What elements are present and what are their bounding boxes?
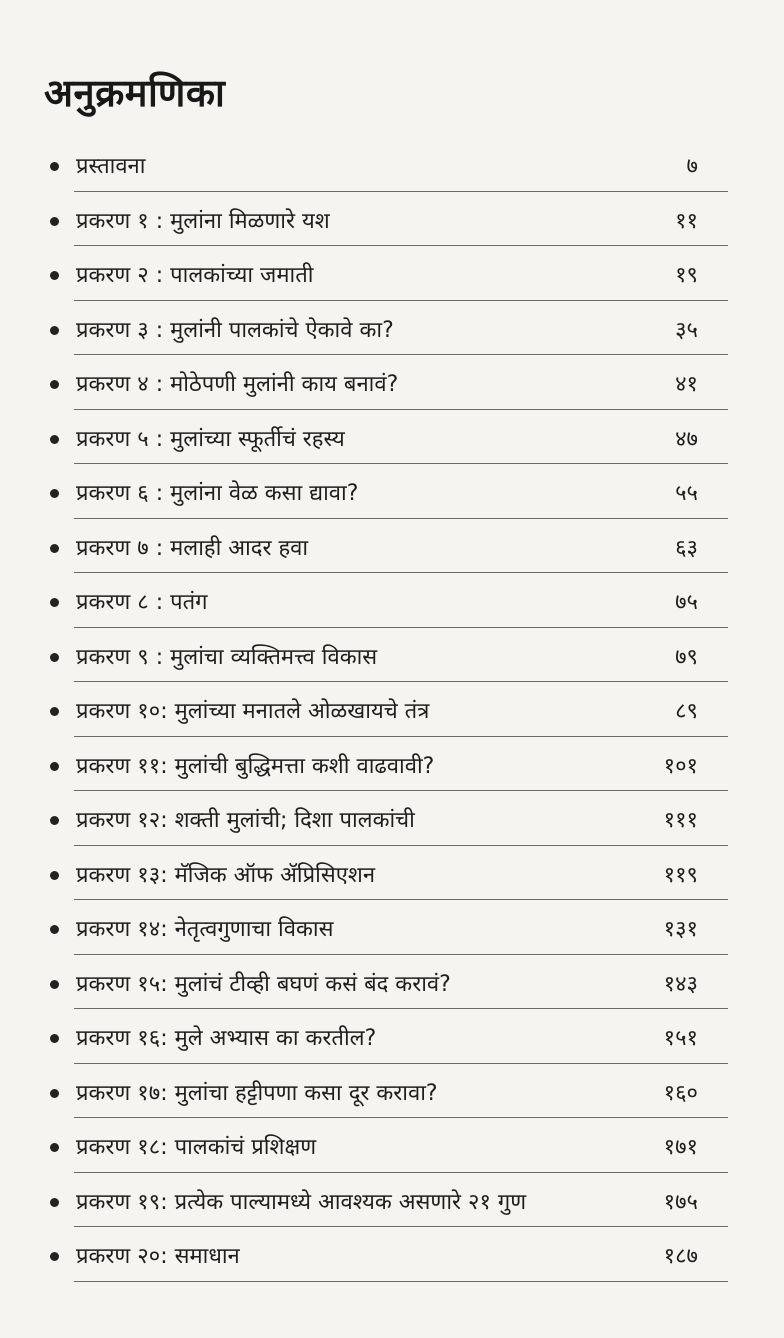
- toc-entry-title: प्रकरण ७ : मलाही आदर हवा: [76, 535, 309, 561]
- bullet-icon: [50, 489, 59, 498]
- bullet-icon: [50, 544, 59, 553]
- toc-entry-title: प्रकरण १८: पालकांचं प्रशिक्षण: [76, 1135, 317, 1160]
- divider: [74, 463, 728, 464]
- toc-entry-page-number: १३१: [663, 917, 698, 942]
- toc-entry-page-number: १११: [663, 808, 698, 833]
- divider: [74, 1172, 728, 1173]
- divider: [74, 1008, 728, 1009]
- toc-entry-title: प्रकरण ८ : पतंग: [76, 590, 208, 615]
- toc-entry-title: प्रकरण १६: मुले अभ्यास का करतील?: [76, 1026, 377, 1051]
- bullet-icon: [50, 326, 59, 335]
- toc-entry: [38, 903, 728, 958]
- toc-entry-title: प्रकरण १७: मुलांचा हट्टीपणा कसा दूर करावा?: [76, 1080, 438, 1106]
- bullet-icon: [50, 380, 59, 389]
- toc-entry-page-number: ६३: [675, 535, 698, 561]
- toc-entry: [38, 1230, 728, 1285]
- toc-entry-title: प्रकरण १५: मुलांचं टीव्ही बघणं कसं बंद करावं?: [76, 971, 451, 997]
- toc-entry-page-number: १०१: [663, 753, 698, 779]
- toc-entry-title: प्रकरण ४ : मोठेपणी मुलांनी काय बनावं?: [76, 372, 399, 397]
- toc-entry: [38, 195, 728, 250]
- divider: [74, 409, 728, 410]
- divider: [74, 245, 728, 246]
- toc-entry-title: प्रकरण १३: मॅजिक ऑफ ॲप्रिसिएशन: [76, 862, 376, 888]
- toc-entry-title: प्रकरण १ : मुलांना मिळणारे यश: [76, 208, 330, 234]
- bullet-icon: [50, 598, 59, 607]
- toc-entry: [38, 249, 728, 304]
- toc-entry: [38, 685, 728, 740]
- toc-entry-title: प्रकरण १९: प्रत्येक पाल्यामध्ये आवश्यक असणारे २१ गुण: [76, 1189, 527, 1215]
- divider: [74, 1063, 728, 1064]
- toc-entry: [38, 1012, 728, 1067]
- bullet-icon: [50, 1089, 59, 1098]
- bullet-icon: [50, 762, 59, 771]
- toc-entry: [38, 358, 728, 413]
- toc-entry-title: प्रकरण ६ : मुलांना वेळ कसा द्यावा?: [76, 481, 359, 506]
- page-title: अनुक्रमणिका: [44, 71, 226, 115]
- toc-entry-title: प्रकरण १४: नेतृत्वगुणाचा विकास: [76, 917, 334, 942]
- divider: [74, 1117, 728, 1118]
- bullet-icon: [50, 217, 59, 226]
- toc-entry-page-number: १४३: [663, 971, 698, 997]
- toc-entry: [38, 849, 728, 904]
- divider: [74, 300, 728, 301]
- divider: [74, 191, 728, 192]
- toc-entry-page-number: १७५: [663, 1189, 698, 1215]
- toc-entry-page-number: ३५: [675, 317, 698, 343]
- bullet-icon: [50, 271, 59, 280]
- toc-entry-title: प्रकरण ३ : मुलांनी पालकांचे ऐकावे का?: [76, 317, 394, 343]
- bullet-icon: [50, 1198, 59, 1207]
- bullet-icon: [50, 925, 59, 934]
- toc-entry-page-number: १६०: [663, 1080, 698, 1106]
- toc-entry-page-number: १७१: [663, 1135, 698, 1160]
- toc-entry-page-number: १८७: [663, 1244, 698, 1269]
- toc-entry-page-number: ७९: [675, 644, 698, 670]
- divider: [74, 1226, 728, 1227]
- toc-entry: [38, 576, 728, 631]
- toc-entry-title: प्रकरण ११: मुलांची बुद्धिमत्ता कशी वाढवावी?: [76, 753, 435, 779]
- toc-entry-page-number: ४७: [675, 426, 698, 452]
- toc-entry: [38, 140, 728, 195]
- divider: [74, 518, 728, 519]
- bullet-icon: [50, 816, 59, 825]
- toc-entry-page-number: ११: [675, 208, 698, 234]
- toc-entry-page-number: ५५: [675, 481, 698, 506]
- bullet-icon: [50, 1252, 59, 1261]
- toc-entry-page-number: ७५: [675, 590, 698, 615]
- bullet-icon: [50, 162, 59, 171]
- toc-entry-title: प्रकरण ९ : मुलांचा व्यक्तिमत्त्व विकास: [76, 644, 378, 670]
- toc-entry: [38, 794, 728, 849]
- divider: [74, 354, 728, 355]
- bullet-icon: [50, 1034, 59, 1043]
- toc-entry-page-number: १९: [675, 263, 698, 288]
- toc-entry: [38, 1176, 728, 1231]
- table-of-contents: [38, 140, 728, 1285]
- bullet-icon: [50, 707, 59, 716]
- divider: [74, 790, 728, 791]
- divider: [74, 627, 728, 628]
- toc-entry-title: प्रकरण १०: मुलांच्या मनातले ओळखायचे तंत्र: [76, 699, 430, 724]
- bullet-icon: [50, 435, 59, 444]
- toc-entry-title: प्रस्तावना: [76, 154, 146, 179]
- toc-entry-title: प्रकरण २०: समाधान: [76, 1244, 240, 1269]
- toc-entry: [38, 631, 728, 686]
- divider: [74, 1281, 728, 1282]
- toc-entry-title: प्रकरण ५ : मुलांच्या स्फूर्तीचं रहस्य: [76, 426, 345, 452]
- divider: [74, 736, 728, 737]
- divider: [74, 681, 728, 682]
- divider: [74, 954, 728, 955]
- bullet-icon: [50, 980, 59, 989]
- toc-entry-page-number: ७: [686, 154, 698, 179]
- toc-entry-page-number: १५१: [663, 1026, 698, 1051]
- divider: [74, 899, 728, 900]
- toc-entry: [38, 1121, 728, 1176]
- divider: [74, 572, 728, 573]
- toc-entry: [38, 467, 728, 522]
- toc-entry-title: प्रकरण २ : पालकांच्या जमाती: [76, 263, 314, 288]
- divider: [74, 845, 728, 846]
- bullet-icon: [50, 871, 59, 880]
- bullet-icon: [50, 653, 59, 662]
- toc-entry-page-number: ४१: [675, 372, 698, 397]
- toc-entry: [38, 522, 728, 577]
- toc-entry: [38, 413, 728, 468]
- toc-entry-page-number: ८९: [675, 699, 698, 724]
- toc-entry: [38, 740, 728, 795]
- toc-entry: [38, 1067, 728, 1122]
- bullet-icon: [50, 1143, 59, 1152]
- toc-entry: [38, 304, 728, 359]
- toc-entry-page-number: ११९: [663, 862, 698, 888]
- toc-entry-title: प्रकरण १२: शक्ती मुलांची; दिशा पालकांची: [76, 808, 415, 833]
- toc-entry: [38, 958, 728, 1013]
